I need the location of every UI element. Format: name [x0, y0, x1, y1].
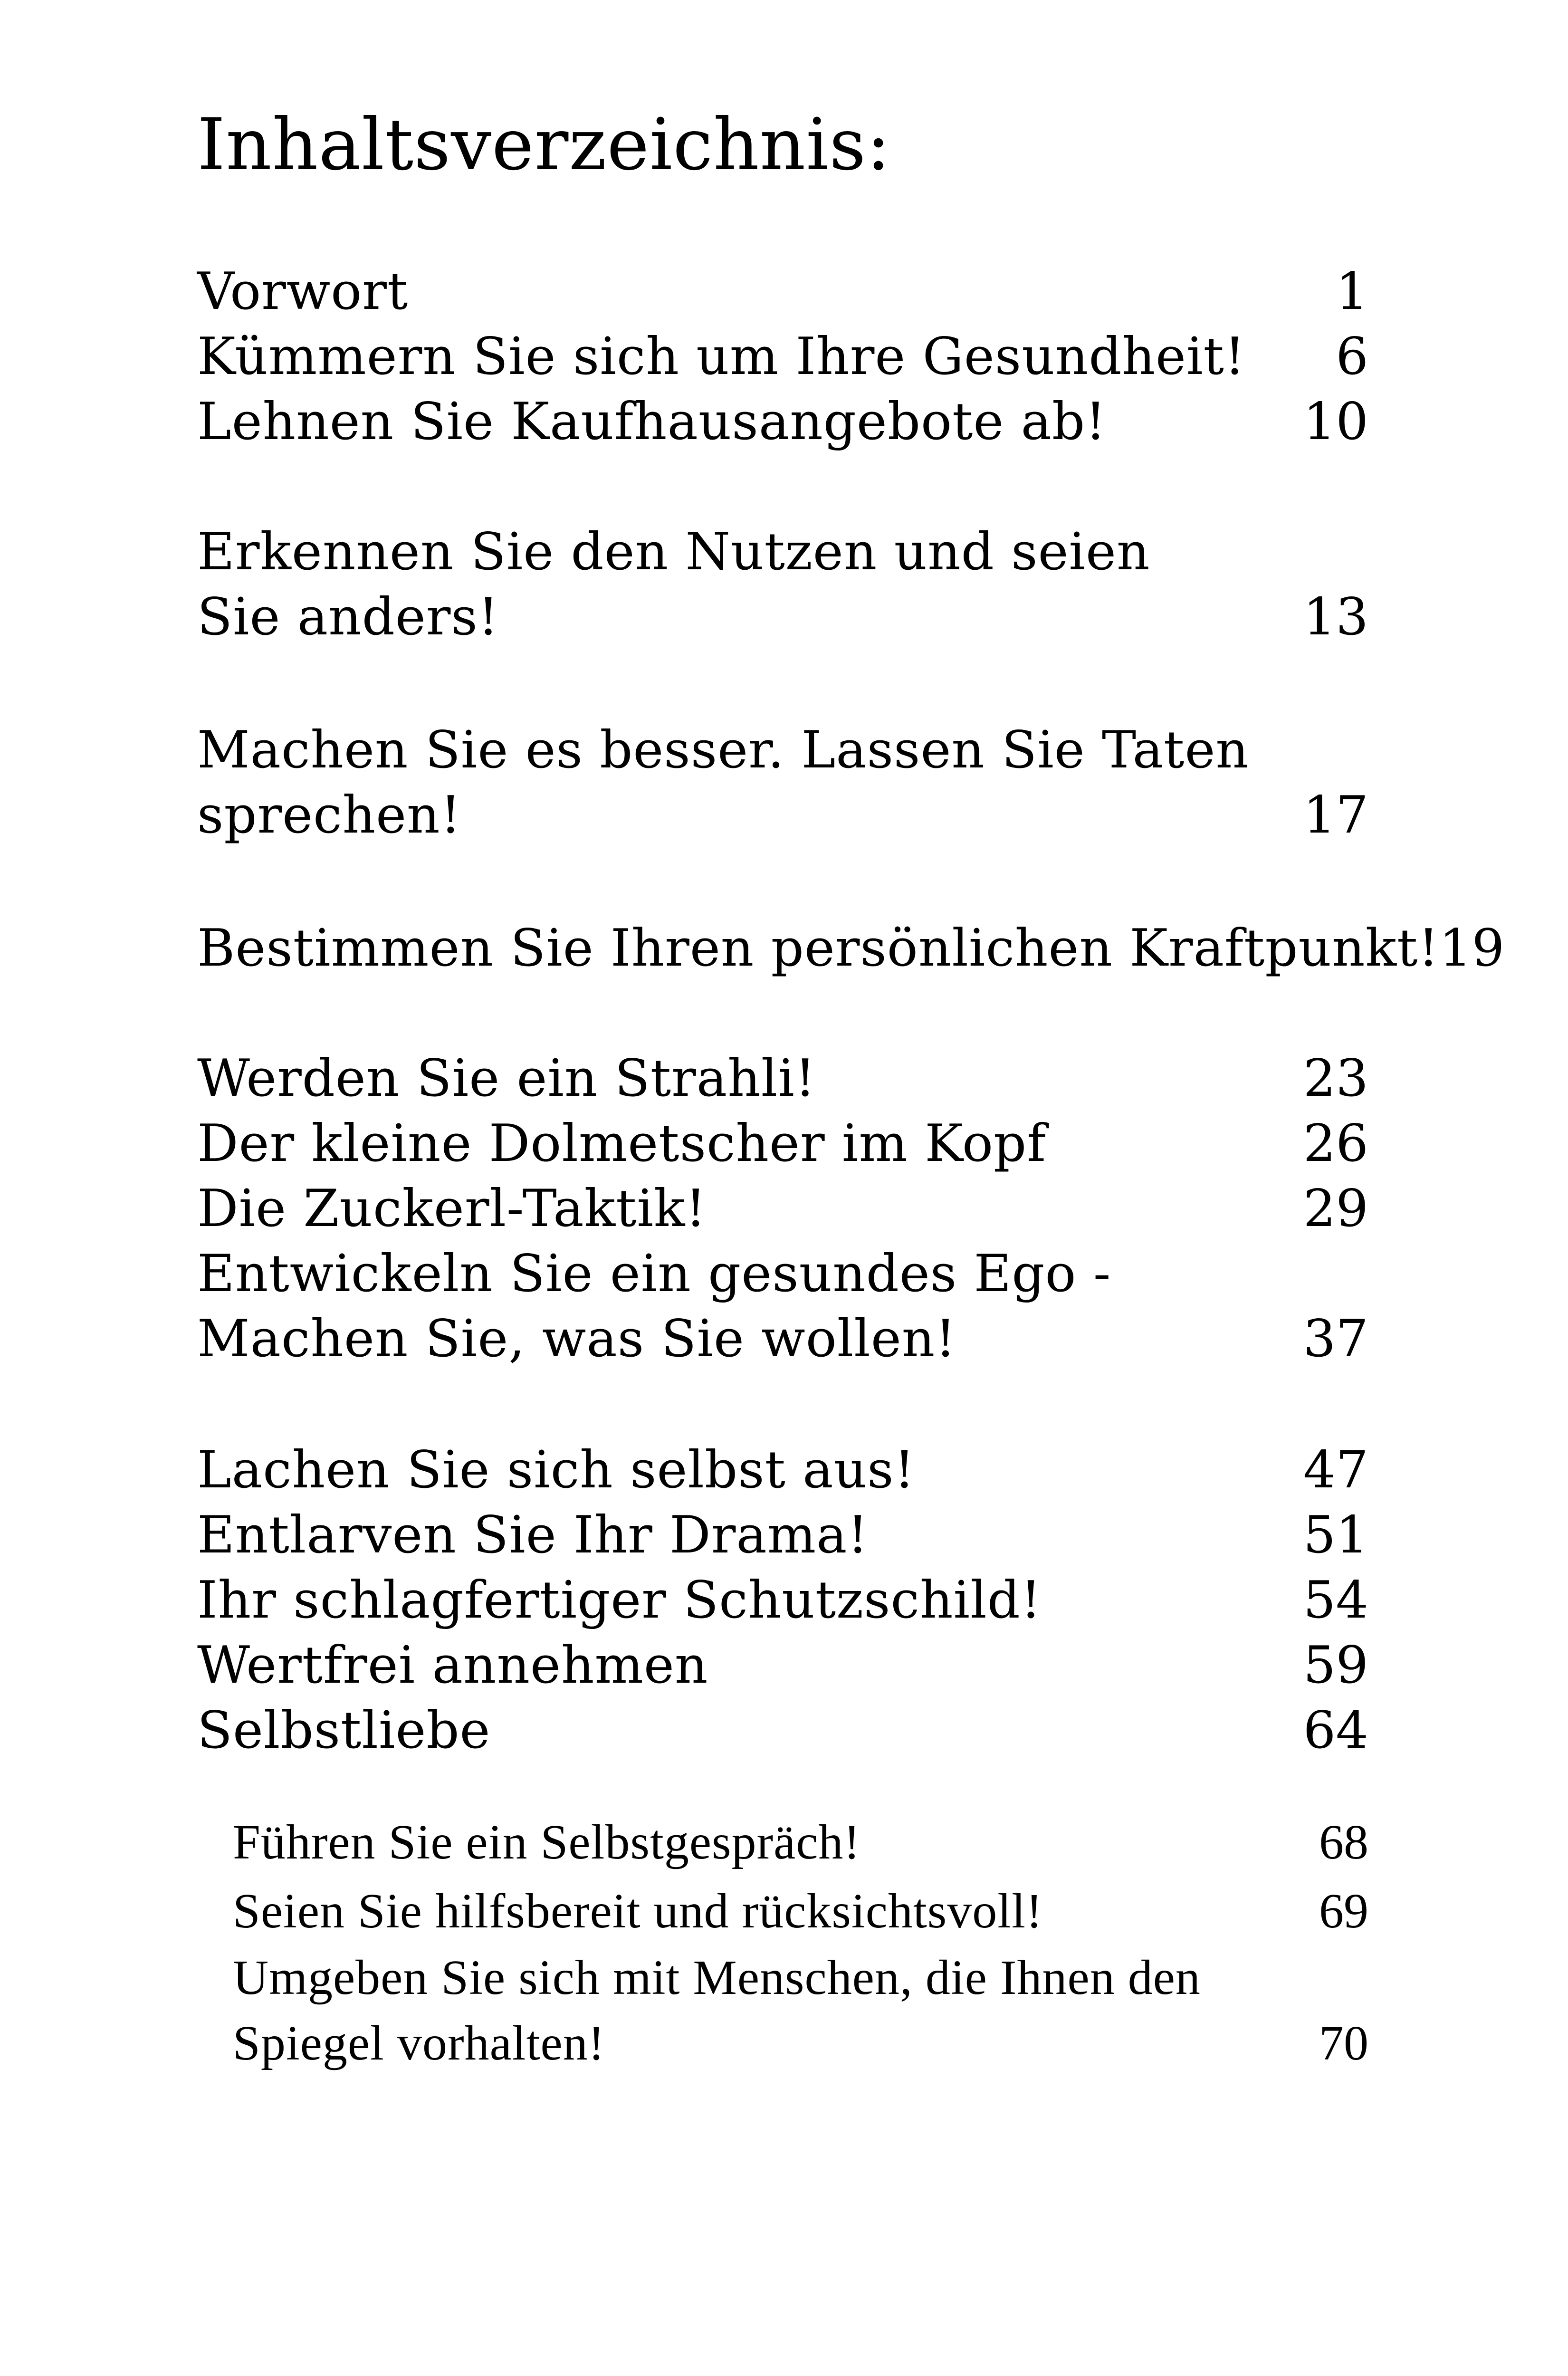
toc-entry-page: 19 — [1439, 919, 1505, 978]
toc-entry-page: 13 — [1303, 587, 1368, 647]
toc-subentry[interactable] — [233, 2016, 1368, 2070]
toc-entry-title: Die Zuckerl-Taktik! — [197, 1179, 707, 1238]
toc-subentry-title: Umgeben Sie sich mit Menschen, die Ihnen den — [233, 1950, 1201, 2005]
toc-entry-title: Erkennen Sie den Nutzen und seien — [197, 522, 1150, 582]
toc-entry[interactable] — [197, 1049, 1368, 1108]
toc-entry-title: Sie anders! — [197, 587, 499, 647]
toc-entry[interactable] — [197, 327, 1368, 386]
toc-entry-page: 47 — [1303, 1440, 1368, 1500]
toc-entry-page: 10 — [1303, 392, 1368, 451]
toc-subentry[interactable] — [233, 1950, 1368, 2005]
toc-entry-title: Lehnen Sie Kaufhausangebote ab! — [197, 392, 1107, 451]
toc-entry[interactable] — [197, 1244, 1368, 1303]
toc-entry[interactable] — [197, 587, 1368, 647]
toc-entry-title: Selbstliebe — [197, 1701, 491, 1760]
toc-entry-page: 59 — [1303, 1636, 1368, 1695]
toc-entry[interactable] — [197, 1636, 1368, 1695]
toc-entry[interactable] — [197, 1440, 1368, 1500]
toc-subentry-title: Seien Sie hilfsbereit und rücksichtsvoll! — [233, 1884, 1043, 1938]
toc-entry-page: 17 — [1303, 786, 1368, 845]
toc-entry[interactable] — [197, 1114, 1368, 1173]
toc-subentry-page: 70 — [1319, 2016, 1368, 2070]
toc-subentry-title: Spiegel vorhalten! — [233, 2016, 605, 2070]
toc-entry-page: 26 — [1303, 1114, 1368, 1173]
toc-entry[interactable] — [197, 1701, 1368, 1760]
toc-entry[interactable] — [197, 1179, 1368, 1238]
toc-subentry[interactable] — [233, 1884, 1368, 1938]
toc-entry-title: Vorwort — [197, 262, 409, 321]
toc-entry[interactable] — [197, 786, 1368, 845]
toc-entry-title: Bestimmen Sie Ihren persönlichen Kraftpunkt! — [197, 919, 1439, 978]
toc-entry-title: Machen Sie, was Sie wollen! — [197, 1309, 956, 1369]
page-title: Inhaltsverzeichnis: — [197, 104, 891, 186]
toc-entry[interactable] — [197, 392, 1368, 451]
toc-subentry[interactable] — [233, 1815, 1368, 1869]
toc-entry-page: 51 — [1303, 1505, 1368, 1565]
toc-entry[interactable] — [197, 919, 1505, 978]
toc-entry[interactable] — [197, 720, 1368, 780]
toc-entry-title: Machen Sie es besser. Lassen Sie Taten — [197, 720, 1249, 780]
toc-subentry-page: 68 — [1319, 1815, 1368, 1869]
toc-entry-title: Wertfrei annehmen — [197, 1636, 708, 1695]
toc-entry-page: 29 — [1303, 1179, 1368, 1238]
toc-entry-title: Der kleine Dolmetscher im Kopf — [197, 1114, 1047, 1173]
toc-entry-title: Entwickeln Sie ein gesundes Ego - — [197, 1244, 1111, 1303]
toc-entry-title: Ihr schlagfertiger Schutzschild! — [197, 1571, 1042, 1630]
toc-entry-page: 23 — [1303, 1049, 1368, 1108]
toc-entry-title: sprechen! — [197, 786, 462, 845]
toc-entry-title: Lachen Sie sich selbst aus! — [197, 1440, 915, 1500]
toc-subentry-title: Führen Sie ein Selbstgespräch! — [233, 1815, 861, 1869]
toc-entry-title: Entlarven Sie Ihr Drama! — [197, 1505, 869, 1565]
toc-entry-page: 1 — [1336, 262, 1368, 321]
toc-entry[interactable] — [197, 262, 1368, 321]
toc-subentry-page: 69 — [1319, 1884, 1368, 1938]
toc-entry[interactable] — [197, 1571, 1368, 1630]
toc-entry-page: 37 — [1303, 1309, 1368, 1369]
toc-entry[interactable] — [197, 522, 1368, 582]
toc-entry-title: Werden Sie ein Strahli! — [197, 1049, 816, 1108]
toc-entry-page: 54 — [1303, 1571, 1368, 1630]
toc-entry-title: Kümmern Sie sich um Ihre Gesundheit! — [197, 327, 1246, 386]
toc-entry-page: 64 — [1303, 1701, 1368, 1760]
toc-entry-page: 6 — [1336, 327, 1368, 386]
toc-entry[interactable] — [197, 1505, 1368, 1565]
toc-entry[interactable] — [197, 1309, 1368, 1369]
